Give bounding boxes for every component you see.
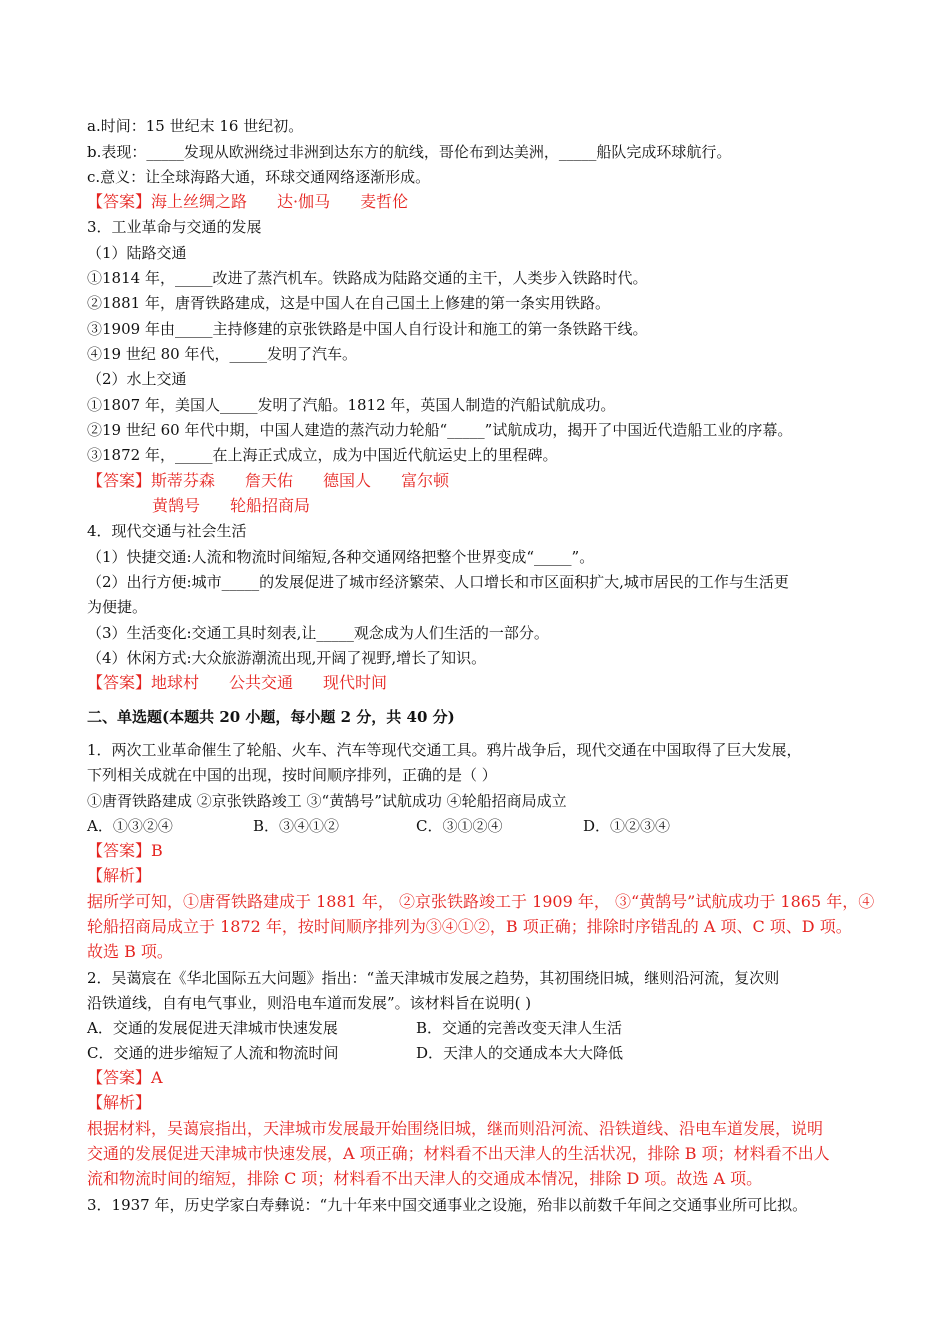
q1-stem: 下列相关成就在中国的出现，按时间顺序排列，正确的是（ ）	[87, 766, 497, 784]
q1-option-a: A．①③②④	[87, 817, 173, 835]
q1-option-b: B．③④①②	[253, 817, 340, 835]
answer-item: 黄鹄号	[152, 496, 201, 515]
q3-stem: 3．1937 年，历史学家白寿彝说：“九十年来中国交通事业之设施，殆非以前数千年间之交通事业所可比拟。	[87, 1196, 808, 1214]
water-transport-line: ①1807 年，美国人_____发明了汽船。1812 年，英国人制造的汽船试航成功。	[87, 396, 616, 414]
answer-item: 海上丝绸之路	[151, 192, 248, 211]
voyage-performance-line: b.表现：_____发现从欧洲绕过非洲到达东方的航线，哥伦布到达美洲，_____船队完成环球航行。	[87, 143, 732, 161]
land-transport-line: ①1814 年，_____改进了蒸汽机车。铁路成为陆路交通的主干，人类步入铁路时代。	[87, 269, 648, 287]
item4-line: （3）生活变化:交通工具时刻表,让_____观念成为人们生活的一部分。	[87, 624, 549, 642]
q2-options-row	[87, 1041, 878, 1065]
land-transport-line: ③1909 年由_____主持修建的京张铁路是中国人自行设计和施工的第一条铁路干线。	[87, 320, 648, 338]
item4-line: （1）快捷交通:人流和物流时间缩短,各种交通网络把整个世界变成“_____”。	[87, 548, 595, 566]
q1-option-d: D．①②③④	[583, 817, 671, 835]
q1-items: ①唐胥铁路建成 ②京张铁路竣工 ③“黄鹄号”试航成功 ④轮船招商局成立	[87, 792, 567, 810]
q1-analysis-line: 轮船招商局成立于 1872 年，按时间顺序排列为③④①②，B 项正确；排除时序错乱的 A 项、C 项、D 项。	[87, 917, 852, 936]
answer-label: 【答案】	[87, 673, 152, 692]
q1-option-c: C．③①②④	[416, 817, 503, 835]
answer-item: 富尔顿	[401, 471, 450, 490]
answer-label: 【答案】	[87, 192, 152, 211]
voyage-answer-line	[87, 190, 878, 214]
answer-item: 公共交通	[229, 673, 294, 692]
answer-item: 斯蒂芬森	[151, 471, 216, 490]
answer-label: 【答案】	[87, 471, 152, 490]
answer-item: 轮船招商局	[230, 496, 311, 515]
q1-stem: 1．两次工业革命催生了轮船、火车、汽车等现代交通工具。鸦片战争后，现代交通在中国取得了巨大发展，	[87, 741, 802, 759]
voyage-time-line: a.时间：15 世纪末 16 世纪初。	[87, 117, 304, 135]
q2-analysis-line: 流和物流时间的缩短，排除 C 项；材料看不出天津人的交通成本情况，排除 D 项。故选 A 项。	[87, 1169, 763, 1188]
item4-line: （4）休闲方式:大众旅游潮流出现,开阔了视野,增长了知识。	[87, 649, 487, 667]
item4-line: 为便捷。	[87, 598, 148, 616]
land-transport-heading: （1）陆路交通	[87, 244, 187, 262]
q2-option-d: D．天津人的交通成本大大降低	[416, 1044, 624, 1062]
q1-answer: 【答案】B	[87, 841, 163, 860]
answer-item: 麦哲伦	[360, 192, 409, 211]
q2-answer: 【答案】A	[87, 1068, 163, 1087]
answer-item: 詹天佑	[245, 471, 294, 490]
q2-options-row	[87, 1016, 878, 1040]
section2-heading: 二、单选题(本题共 20 小题，每小题 2 分，共 40 分)	[87, 708, 455, 726]
q1-analysis-line: 故选 B 项。	[87, 942, 173, 961]
q2-analysis-line: 交通的发展促进天津城市快速发展，A 项正确；材料看不出天津人的生活状况，排除 B 项；材料看不出人	[87, 1144, 830, 1163]
answer-item: 达·伽马	[277, 192, 331, 211]
land-transport-line: ④19 世纪 80 年代，_____发明了汽车。	[87, 345, 357, 363]
item3-answer-line-2	[152, 494, 878, 518]
item3-answer-line	[87, 469, 878, 493]
q1-options	[87, 814, 878, 838]
q2-option-b: B．交通的完善改变天津人生活	[416, 1019, 623, 1037]
q2-option-c: C．交通的进步缩短了人流和物流时间	[87, 1044, 339, 1062]
answer-item: 德国人	[323, 471, 372, 490]
water-transport-line: ②19 世纪 60 年代中期，中国人建造的蒸汽动力轮船“_____”试航成功，揭开了中国近代造船工业的序幕。	[87, 421, 793, 439]
land-transport-line: ②1881 年，唐胥铁路建成，这是中国人在自己国土上修建的第一条实用铁路。	[87, 294, 610, 312]
water-transport-heading: （2）水上交通	[87, 370, 187, 388]
voyage-significance-line: c.意义：让全球海路大通，环球交通网络逐渐形成。	[87, 168, 431, 186]
q1-analysis-line: 据所学可知，①唐胥铁路建成于 1881 年， ②京张铁路竣工于 1909 年， ③“黄鹄号”试航成功于 1865 年，④	[87, 892, 875, 911]
q2-stem: 2．吴蔼宸在《华北国际五大问题》指出：“盖天津城市发展之趋势，其初围绕旧城，继则沿河流，复次则	[87, 969, 780, 987]
q2-stem: 沿铁道线，自有电气事业，则沿电车道而发展”。该材料旨在说明( )	[87, 994, 532, 1012]
item3-title: 3．工业革命与交通的发展	[87, 218, 262, 236]
answer-item: 地球村	[151, 673, 200, 692]
item4-answer-line	[87, 671, 878, 695]
answer-item: 现代时间	[323, 673, 388, 692]
q2-analysis-line: 根据材料，吴蔼宸指出，天津城市发展最开始围绕旧城，继而则沿河流、沿铁道线、沿电车道发展，说明	[87, 1119, 824, 1138]
q1-analysis-label: 【解析】	[87, 866, 152, 885]
water-transport-line: ③1872 年，_____在上海正式成立，成为中国近代航运史上的里程碑。	[87, 446, 558, 464]
q2-option-a: A．交通的发展促进天津城市快速发展	[87, 1019, 338, 1037]
item4-title: 4．现代交通与社会生活	[87, 522, 247, 540]
item4-line: （2）出行方便:城市_____的发展促进了城市经济繁荣、人口增长和市区面积扩大,城市居民的工作与生活更	[87, 573, 789, 591]
q2-analysis-label: 【解析】	[87, 1093, 152, 1112]
